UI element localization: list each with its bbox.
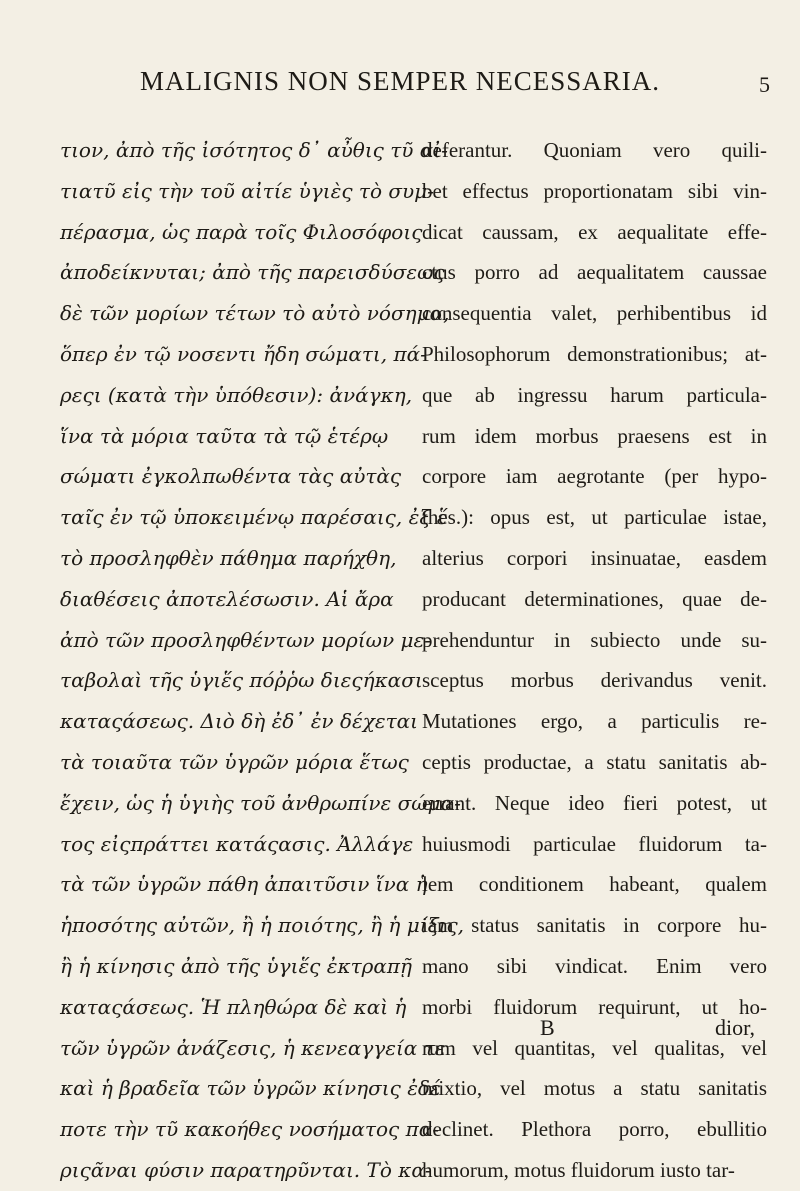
text-line: humorum, motus fluidorum iusto tar- — [422, 1157, 735, 1182]
text-line: ποτε τὴν τῦ κακοήθες νοσήματος πα- — [60, 1117, 439, 1142]
text-line: ἀπὸ τῶν προσληφθέντων μορίων με- — [60, 627, 431, 652]
text-line: ταῖς ἐν τῷ ὑποκειμένῳ παρέσαις, ἐξ ἕ — [60, 505, 448, 530]
text-line: morbi fluidorum requirunt, ut ho- — [422, 994, 767, 1019]
text-line: ταβολαὶ τῆς ὑγιἕς πόῤῥω διεςήκασι — [60, 668, 423, 693]
text-line: thes.): opus est, ut particulae istae, — [422, 505, 767, 530]
text-line: καὶ ἡ βραδεῖα τῶν ὑγρῶν κίνησις ἐδέ — [60, 1076, 441, 1101]
page-number: 5 — [759, 72, 770, 97]
text-line: τιατῦ εἰς τὴν τοῦ αἰτίε ὑγιὲς τὸ συμ- — [60, 178, 434, 203]
text-line: πέρασμα, ὡς παρὰ τοῖς Φιλοσόφοις — [60, 219, 423, 244]
text-line: huiusmodi particulae fluidorum ta- — [422, 831, 767, 856]
text-line: ἔχειν, ὡς ἡ ὑγιὴς τοῦ ἀνθρωπίνε σώμα- — [60, 790, 461, 815]
text-line: Mutationes ergo, a particulis re- — [422, 709, 767, 734]
text-line: ἀποδείκνυται; ἀπὸ τῆς παρεισδύσεως — [60, 260, 445, 285]
text-line: iam status sanitatis in corpore hu- — [422, 913, 767, 938]
text-line: sceptus morbus derivandus venit. — [422, 668, 767, 693]
text-line: δὲ τῶν μορίων τέτων τὸ αὐτὸ νόσημα, — [60, 301, 450, 326]
text-line: deferantur. Quoniam vero quili- — [422, 138, 767, 162]
text-line: τιον, ἀπὸ τῆς ἰσότητος δ᾽ αὖθις τῦ αἰ- — [60, 138, 448, 162]
text-line: bet effectus proportionatam sibi vin- — [422, 178, 767, 203]
text-line: ceptis productae, a statu sanitatis ab- — [422, 749, 767, 774]
text-line: ctus porro ad aequalitatem caussae — [422, 260, 767, 285]
text-line: mano sibi vindicat. Enim vero — [422, 953, 767, 978]
signature-mark: B — [540, 1015, 555, 1040]
text-line: ἵνα τὰ μόρια ταῦτα τὰ τῷ ἑτέρῳ — [60, 423, 389, 448]
text-line: prehenduntur in subiecto unde su- — [422, 627, 767, 652]
text-line: τος εἰςπράττει κατάςασις. Ἀλλάγε — [60, 831, 414, 856]
text-line: σώματι ἐγκολπωθέντα τὰς αὐτὰς — [60, 464, 402, 489]
text-line: ἢ ἡ κίνησις ἀπὸ τῆς ὑγιἕς ἐκτραπῇ — [60, 953, 413, 978]
text-line: ὅπερ ἐν τῷ νοσεντι ἤδη σώματι, πά- — [60, 341, 427, 366]
text-line: τῶν ὑγρῶν ἀνάζεσις, ἡ κενεαγγεία τε — [60, 1035, 446, 1060]
text-line: τὰ τοιαῦτα τῶν ὑγρῶν μόρια ἕτως — [60, 749, 409, 774]
text-line: lem conditionem habeant, qualem — [422, 872, 767, 897]
text-line: rum vel quantitas, vel qualitas, vel — [422, 1035, 767, 1060]
greek-text-column — [60, 130, 465, 1191]
text-line: alterius corpori insinuatae, easdem — [422, 545, 767, 570]
text-line: ριςᾶναι φύσιν παρατηρῦνται. Τὸ κα- — [60, 1157, 432, 1182]
text-line: que ab ingressu harum particula- — [422, 382, 767, 407]
text-line: τὸ προσληφθὲν πάθημα παρήχθη, — [60, 545, 397, 570]
text-line: rum idem morbus praesens est in — [422, 423, 767, 448]
text-line: dicat caussam, ex aequalitate effe- — [422, 219, 767, 244]
text-line: Philosophorum demonstrationibus; at- — [422, 341, 767, 366]
text-line: corpore iam aegrotante (per hypo- — [422, 464, 767, 489]
text-line: ρεςι (κατὰ τὴν ὑπόθεσιν): ἀνάγκη, — [60, 382, 413, 407]
text-line: consequentia valet, perhibentibus id — [422, 301, 767, 326]
text-line: τὰ τῶν ὑγρῶν πάθη ἀπαιτῦσιν ἵνα ἡ — [60, 872, 428, 897]
text-line: ἡποσότης αὐτῶν, ἢ ἡ ποιότης, ἢ ἡ μίξις, — [60, 913, 465, 938]
text-line: producant determinationes, quae de- — [422, 586, 767, 611]
text-line: declinet. Plethora porro, ebullitio — [422, 1117, 767, 1142]
text-line: διαθέσεις ἀποτελέσωσιν. Αἱ ἄρα — [60, 586, 394, 611]
text-line: καταςάσεως. Ἡ πληθώρα δὲ καὶ ἡ — [60, 994, 407, 1019]
text-line: errant. Neque ideo fieri potest, ut — [422, 790, 767, 815]
text-line: mixtio, vel motus a statu sanitatis — [422, 1076, 767, 1101]
page-header — [30, 66, 770, 106]
running-head: MALIGNIS NON SEMPER NECESSARIA. — [139, 66, 661, 96]
text-line: καταςάσεως. Διὸ δὴ ἐδ᾽ ἐν δέχεται — [60, 709, 418, 734]
catchword: dior, — [715, 1015, 756, 1040]
